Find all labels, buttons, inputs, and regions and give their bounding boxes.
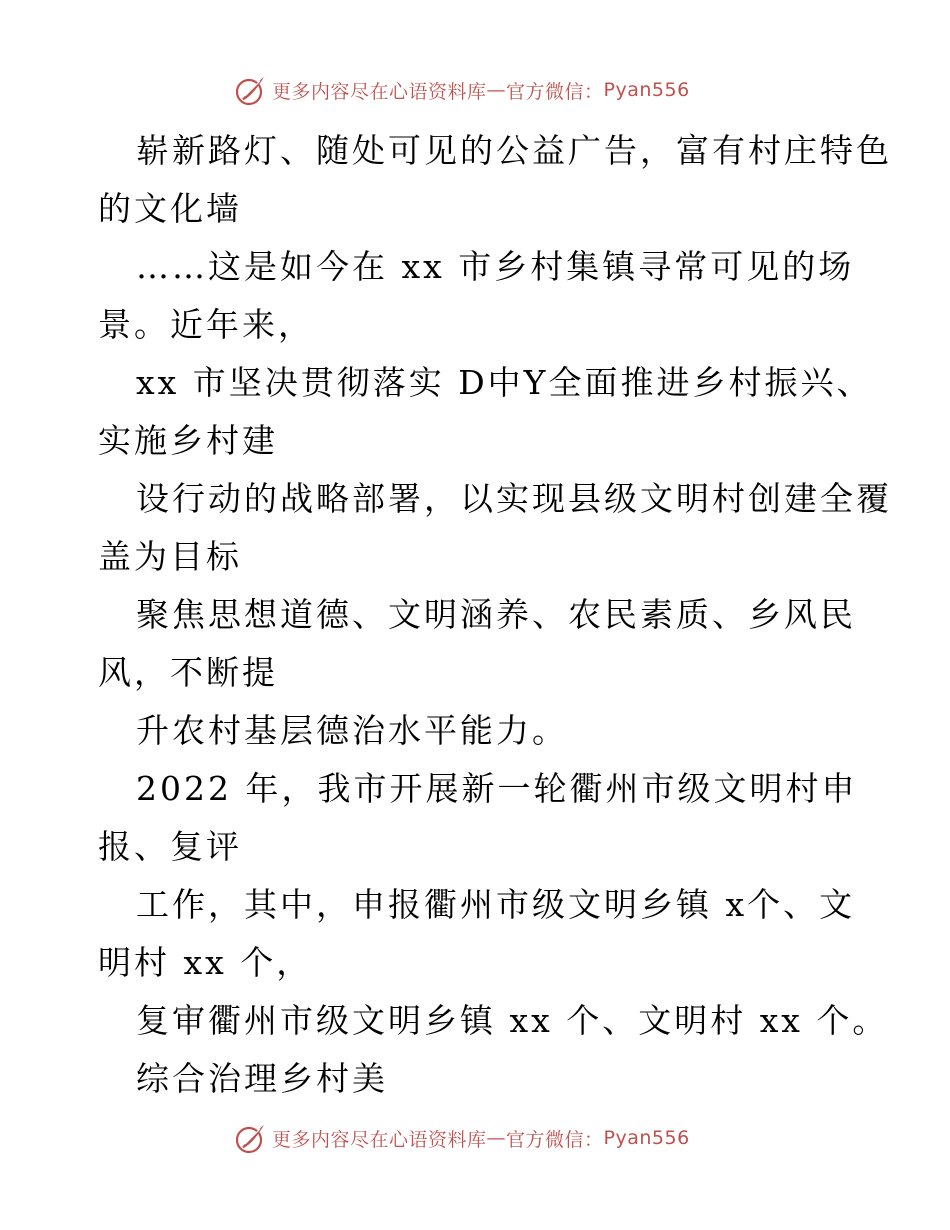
watermark-text: 更多内容尽在心语资料库	[272, 1128, 487, 1151]
watermark-dash: —	[486, 79, 507, 101]
watermark-text: 更多内容尽在心语资料库	[272, 80, 487, 103]
text-line: 复审衢州市级文明乡镇 xx 个、文明村 xx 个。	[136, 1001, 889, 1040]
footer-watermark	[234, 1118, 754, 1158]
text-line: 景。近年来，	[98, 305, 314, 344]
text-line: 2022 年，我市开展新一轮衢州市级文明村申	[136, 769, 858, 808]
watermark-wechat-id: Pyan556	[603, 79, 690, 101]
text-line: 工作，其中，申报衢州市级文明乡镇 x个、文	[136, 885, 856, 924]
text-line: 风，不断提	[98, 653, 278, 692]
quill-logo-icon	[234, 73, 268, 107]
watermark-wechat-label: 官方微信：	[506, 1128, 604, 1151]
watermark-dash: —	[486, 1127, 507, 1149]
text-line: ……这是如今在 xx 市乡村集镇寻常可见的场	[136, 247, 855, 286]
text-line: xx 市坚决贯彻落实 D中Y全面推进乡村振兴、	[136, 363, 873, 402]
text-line: 升农村基层德治水平能力。	[136, 711, 568, 750]
text-line: 盖为目标	[98, 537, 242, 576]
text-line: 明村 xx 个，	[98, 943, 313, 982]
text-line: 实施乡村建	[98, 421, 278, 460]
text-line: 聚焦思想道德、文明涵养、农民素质、乡风民	[136, 595, 856, 634]
text-line: 的文化墙	[98, 189, 242, 228]
watermark-wechat-id: Pyan556	[603, 1127, 690, 1149]
text-line: 报、复评	[98, 827, 242, 866]
text-line: 设行动的战略部署，以实现县级文明村创建全覆	[136, 479, 892, 518]
text-line: 崭新路灯、随处可见的公益广告，富有村庄特色	[136, 131, 892, 170]
watermark-wechat-label: 官方微信：	[506, 80, 604, 103]
header-watermark	[234, 70, 754, 110]
text-line: 综合治理乡村美	[136, 1059, 388, 1098]
quill-logo-icon	[234, 1121, 268, 1155]
